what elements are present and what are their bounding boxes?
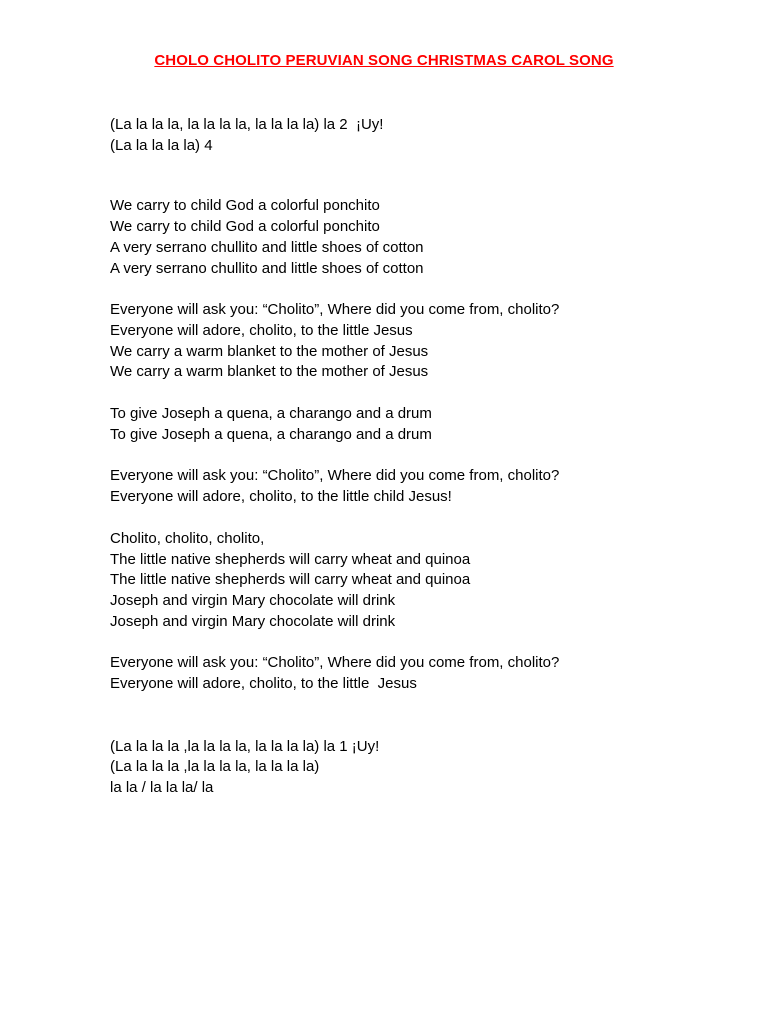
lyrics-body	[110, 115, 730, 799]
stanza	[110, 737, 730, 799]
lyric-line: To give Joseph a quena, a charango and a drum	[110, 425, 432, 443]
lyric-line: We carry a warm blanket to the mother of Jesus	[110, 342, 429, 360]
lyric-line: To give Joseph a quena, a charango and a drum	[110, 405, 432, 423]
lyric-line: The little native shepherds will carry wheat and quinoa	[110, 550, 471, 568]
lyric-line: Everyone will adore, cholito, to the little Jesus	[110, 675, 417, 693]
lyric-line: Everyone will adore, cholito, to the little Jesus	[110, 321, 413, 339]
lyric-line: Joseph and virgin Mary chocolate will drink	[110, 591, 396, 609]
lyric-line: We carry to child God a colorful ponchito	[110, 197, 380, 215]
lyric-line: A very serrano chullito and little shoes of cotton	[110, 238, 424, 256]
lyric-line: Everyone will ask you: “Cholito”, Where did you come from, cholito?	[110, 301, 560, 319]
stanza	[110, 300, 730, 383]
stanza	[110, 529, 730, 633]
lyric-line: Joseph and virgin Mary chocolate will drink	[110, 612, 396, 630]
lyric-line: Everyone will ask you: “Cholito”, Where did you come from, cholito?	[110, 467, 560, 485]
lyric-line: We carry a warm blanket to the mother of Jesus	[110, 363, 429, 381]
lyric-line: la la / la la la/ la	[110, 779, 214, 797]
lyric-line: (La la la la, la la la la, la la la la) la 2 ¡Uy!	[110, 116, 384, 133]
song-title: CHOLO CHOLITO PERUVIAN SONG CHRISTMAS CAROL SONG	[154, 52, 614, 69]
lyric-line: Everyone will ask you: “Cholito”, Where did you come from, cholito?	[110, 654, 560, 672]
lyric-line: The little native shepherds will carry wheat and quinoa	[110, 571, 471, 589]
stanza	[110, 466, 730, 507]
lyric-line: Everyone will adore, cholito, to the little child Jesus!	[110, 488, 452, 506]
lyric-line: Cholito, cholito, cholito,	[110, 529, 265, 547]
stanza	[110, 404, 730, 445]
stanza	[110, 115, 730, 156]
lyric-line: (La la la la ,la la la la, la la la la) la 1 ¡Uy!	[110, 737, 380, 755]
stanza	[110, 196, 730, 279]
lyric-line: We carry to child God a colorful ponchito	[110, 218, 380, 236]
lyric-line: (La la la la la) 4	[110, 136, 213, 154]
lyric-line: A very serrano chullito and little shoes of cotton	[110, 259, 424, 277]
stanza	[110, 653, 730, 694]
lyric-line: (La la la la ,la la la la, la la la la)	[110, 758, 320, 776]
